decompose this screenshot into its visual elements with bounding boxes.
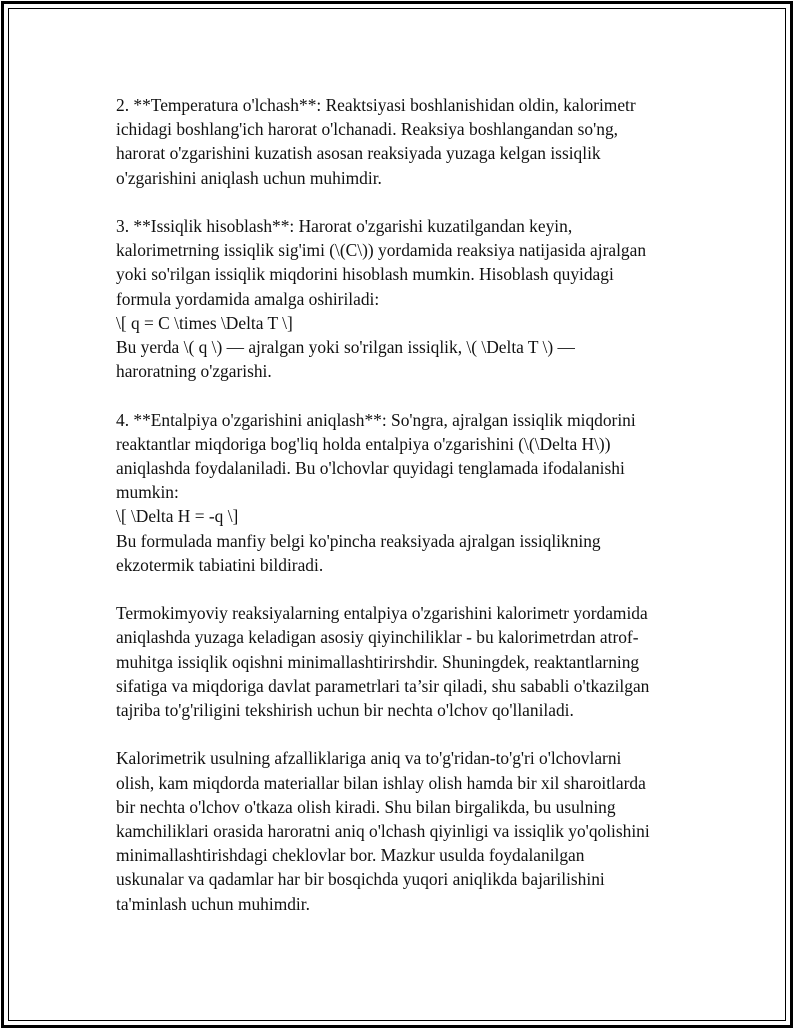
text-line: Kalorimetrik usulning afzalliklariga aniq va to'g'ridan-to'g'ri o'lchovlarni: [116, 748, 622, 769]
text-line: uskunalar va qadamlar har bir bosqichda yuqori aniqlikda bajarilishini: [116, 869, 605, 890]
text-line: bir nechta o'lchov o'tkaza olish kiradi. Shu bilan birgalikda, bu usulning: [116, 796, 616, 817]
text-line: ichidagi boshlang'ich harorat o'lchanadi. Reaksiya boshlangandan so'ng,: [116, 119, 619, 140]
paragraph-enthalpy-change: [116, 408, 686, 577]
text-line: ta'minlash uchun muhimdir.: [116, 893, 310, 914]
text-line: Bu yerda \( q \) — ajralgan yoki so'rilgan issiqlik, \( \Delta T \) —: [116, 337, 575, 358]
text-line: ekzotermik tabiatini bildiradi.: [116, 554, 324, 575]
text-line: reaktantlar miqdoriga bog'liq holda entalpiya o'zgarishini (\(\Delta H\)): [116, 433, 611, 454]
text-line: 2. **Temperatura o'lchash**: Reaktsiyasi boshlanishidan oldin, kalorimetr: [116, 95, 636, 115]
text-line: Bu formulada manfiy belgi ko'pincha reaksiyada ajralgan issiqlikning: [116, 530, 601, 551]
text-line: 3. **Issiqlik hisoblash**: Harorat o'zgarishi kuzatilgandan keyin,: [116, 216, 573, 236]
formula-line: \[ q = C \times \Delta T \]: [116, 312, 293, 333]
text-line: 4. **Entalpiya o'zgarishini aniqlash**: So'ngra, ajralgan issiqlik miqdorini: [116, 409, 636, 430]
text-line: harorat o'zgarishini kuzatish asosan reaksiyada yuzaga kelgan issiqlik: [116, 143, 601, 164]
paragraph-difficulties: [116, 601, 686, 722]
text-line: kalorimetrning issiqlik sig'imi (\(C\)) yordamida reaksiya natijasida ajralgan: [116, 240, 647, 261]
text-line: yoki so'rilgan issiqlik miqdorini hisoblash mumkin. Hisoblash quyidagi: [116, 264, 614, 285]
paragraph-advantages: [116, 746, 686, 915]
text-line: mumkin:: [116, 482, 179, 503]
text-line: haroratning o'zgarishi.: [116, 361, 272, 382]
paragraph-heat-calculation: [116, 214, 686, 383]
text-line: formula yordamida amalga oshiriladi:: [116, 288, 380, 309]
text-line: minimallashtirishdagi cheklovlar bor. Mazkur usulda foydalanilgan: [116, 845, 585, 866]
text-line: kamchiliklari orasida haroratni aniq o'lchash qiyinligi va issiqlik yo'qolishini: [116, 821, 650, 842]
text-line: Termokimyoviy reaksiyalarning entalpiya o'zgarishini kalorimetr yordamida: [116, 603, 648, 624]
text-line: sifatiga va miqdoriga davlat parametrlari ta’sir qiladi, shu sababli o'tkazilgan: [116, 675, 650, 696]
text-line: olish, kam miqdorda materiallar bilan ishlay olish hamda bir xil sharoitlarda: [116, 772, 646, 793]
text-line: muhitga issiqlik oqishni minimallashtirirshdir. Shuningdek, reaktantlarning: [116, 651, 640, 672]
text-line: aniqlashda foydalaniladi. Bu o'lchovlar quyidagi tenglamada ifodalanishi: [116, 458, 625, 479]
text-line: aniqlashda yuzaga keladigan asosiy qiyinchiliklar - bu kalorimetrdan atrof-: [116, 627, 639, 648]
document-body: [116, 93, 686, 940]
text-line: tajriba to'g'riligini tekshirish uchun bir nechta o'lchov qo'llaniladi.: [116, 700, 574, 721]
paragraph-temperature-measurement: [116, 93, 686, 190]
formula-line: \[ \Delta H = -q \]: [116, 506, 239, 527]
text-line: o'zgarishini aniqlash uchun muhimdir.: [116, 167, 382, 188]
